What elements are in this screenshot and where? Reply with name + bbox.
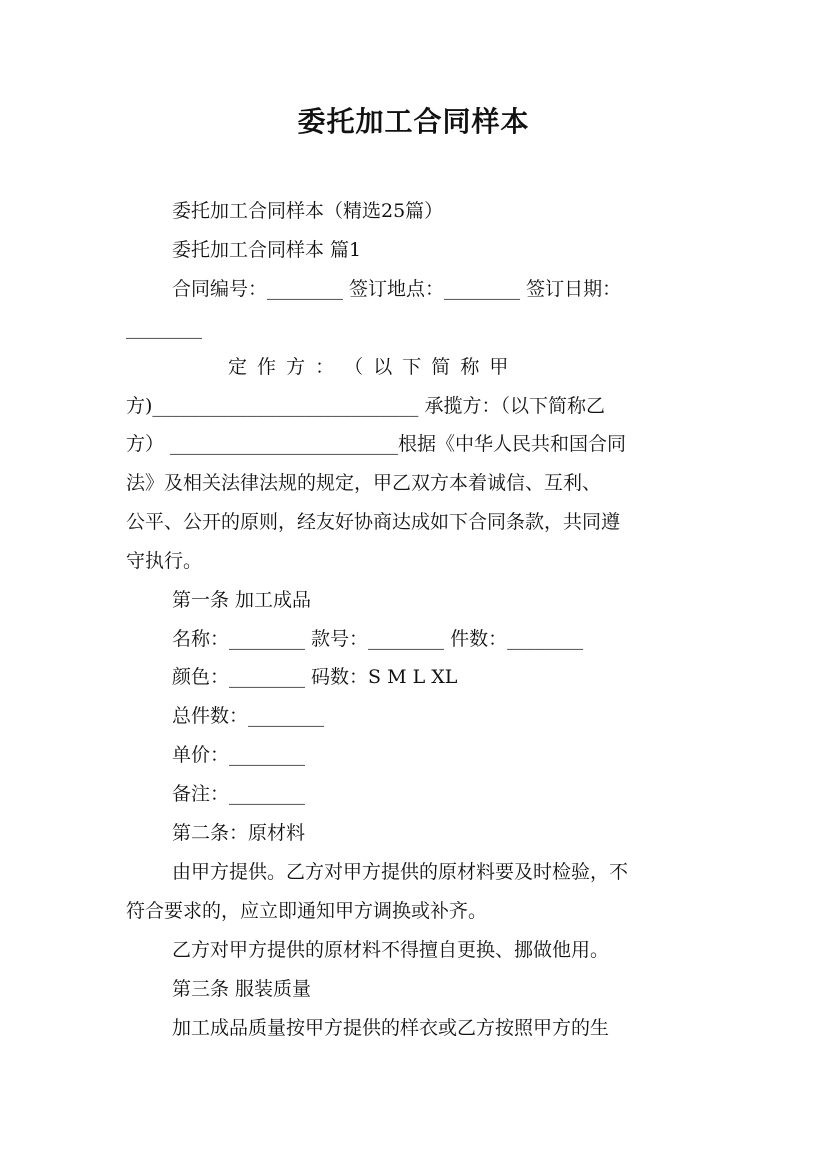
text-line: 公平、公开的原则，经友好协商达成如下合同条款，共同遵 bbox=[126, 511, 621, 533]
text-line: 颜色：________ 码数：S M L XL bbox=[172, 666, 458, 688]
text-line: 委托加工合同样本（精选25篇） bbox=[172, 200, 444, 222]
section-heading: 第三条 服装质量 bbox=[172, 978, 312, 1000]
text-line: 符合要求的，应立即通知甲方调换或补齐。 bbox=[126, 900, 488, 922]
text-line: 合同编号：________ 签订地点：________ 签订日期： bbox=[172, 278, 622, 300]
section-heading: 第二条：原材料 bbox=[172, 822, 306, 844]
document-title: 委托加工合同样本 bbox=[297, 105, 530, 138]
text-line: 方） ________________________根据《中华人民共和国合同 bbox=[126, 433, 627, 455]
text-line: ________ bbox=[126, 317, 202, 339]
text-line: 由甲方提供。乙方对甲方提供的原材料要及时检验，不 bbox=[172, 861, 629, 883]
section-heading: 第一条 加工成品 bbox=[172, 589, 312, 611]
text-line: 加工成品质量按甲方提供的样衣或乙方按照甲方的生 bbox=[172, 1017, 610, 1039]
text-line: 备注：________ bbox=[172, 783, 306, 805]
text-line: 单价：________ bbox=[172, 744, 306, 766]
text-line: 总件数：________ bbox=[172, 705, 325, 727]
text-line: 方)____________________________ 承揽方：（以下简称乙 bbox=[126, 395, 605, 417]
text-line: 委托加工合同样本 篇1 bbox=[172, 239, 362, 261]
text-line: 法》及相关法律法规的规定，甲乙双方本着诚信、互利、 bbox=[126, 472, 602, 494]
text-line: 定 作 方 ： （ 以 下 简 称 甲 bbox=[228, 356, 509, 378]
text-line: 守执行。 bbox=[126, 550, 203, 572]
text-line: 乙方对甲方提供的原材料不得擅自更换、挪做他用。 bbox=[172, 939, 610, 961]
text-line: 名称：________ 款号：________ 件数：________ bbox=[172, 628, 584, 650]
